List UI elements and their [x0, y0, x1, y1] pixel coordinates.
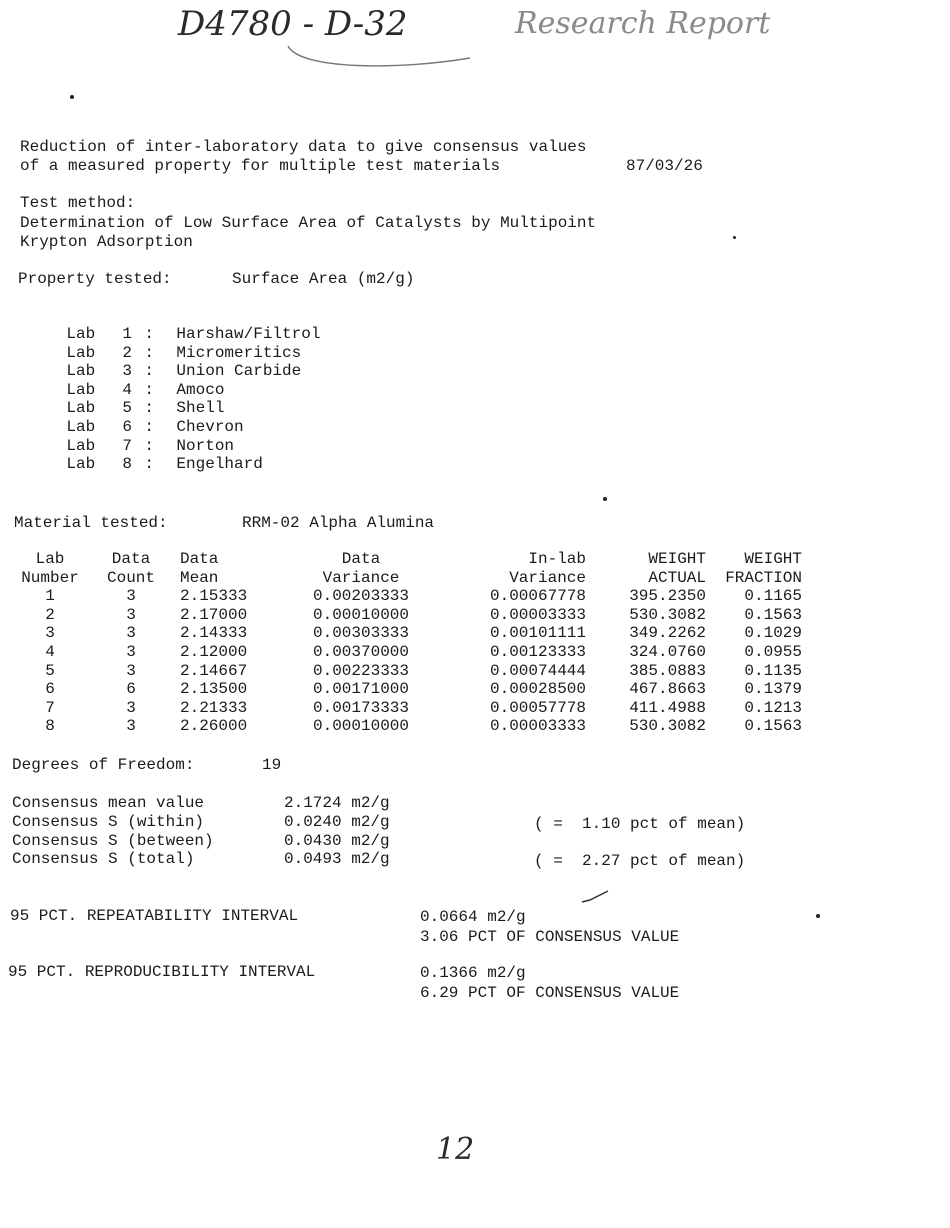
table-cell: 349.2262 — [629, 624, 706, 643]
table-row — [10, 699, 802, 718]
col-header: Lab — [35, 550, 65, 568]
table-cell: 0.00101111 — [489, 624, 586, 643]
col-header: Count — [106, 568, 155, 587]
table-cell: 530.3082 — [629, 605, 706, 624]
table-body — [10, 587, 802, 736]
lab-number: 5 — [122, 399, 133, 417]
table-cell: 2.14667 — [180, 661, 248, 680]
reproducibility-value: 0.1366 m2/g — [420, 964, 526, 982]
table-cell: 2.17000 — [180, 605, 248, 624]
col-header: Variance — [322, 568, 400, 587]
dof-label: Degrees of Freedom: — [12, 756, 195, 774]
table-cell: 0.1029 — [744, 624, 802, 643]
repeatability-label: 95 PCT. REPEATABILITY INTERVAL — [10, 907, 299, 925]
table-cell: 3 — [126, 624, 136, 643]
table-cell: 5 — [45, 661, 55, 680]
lab-list-item: Lab 1 : Harshaw/Filtrol — [66, 325, 321, 343]
table-cell: 324.0760 — [629, 642, 706, 661]
report-title-line1: Reduction of inter-laboratory data to give consensus values — [20, 138, 587, 156]
col-header: Data — [111, 550, 151, 568]
handwritten-note: Research Report — [515, 6, 771, 41]
table-cell: 3 — [126, 717, 136, 736]
table-cell: 0.1379 — [744, 680, 802, 699]
test-method-line2: Krypton Adsorption — [20, 233, 193, 251]
table-cell: 3 — [126, 661, 136, 680]
table-cell: 7 — [45, 698, 55, 717]
lab-list-item: Lab 8 : Engelhard — [66, 455, 263, 473]
handwritten-doc-number: D4780 - D-32 — [178, 4, 408, 44]
lab-list-item: Lab 2 : Micromeritics — [66, 344, 302, 362]
consensus-value: 2.1724 m2/g — [284, 794, 390, 812]
consensus-note: ( = 2.27 pct of mean) — [534, 852, 746, 870]
lab-word: Lab — [66, 381, 96, 399]
table-cell: 0.00173333 — [312, 698, 409, 717]
table-cell: 2.26000 — [180, 717, 248, 736]
lab-name: Amoco — [176, 381, 225, 399]
scan-speck — [733, 236, 736, 239]
col-header: ACTUAL — [648, 568, 706, 587]
table-cell: 2 — [45, 605, 55, 624]
lab-name: Norton — [176, 437, 235, 455]
table-cell: 0.00171000 — [312, 680, 409, 699]
table-cell: 0.00067778 — [489, 587, 586, 606]
consensus-value: 0.0430 m2/g — [284, 832, 390, 850]
table-cell: 6 — [126, 680, 136, 699]
lab-list-item: Lab 7 : Norton — [66, 437, 235, 455]
lab-list-item: Lab 4 : Amoco — [66, 381, 225, 399]
lab-number: 7 — [122, 437, 133, 455]
lab-name: Engelhard — [176, 455, 263, 473]
table-cell: 2.15333 — [180, 587, 248, 606]
table-row — [10, 606, 802, 625]
table-row — [10, 662, 802, 681]
test-method-label: Test method: — [20, 194, 136, 212]
property-value: Surface Area (m2/g) — [232, 270, 415, 288]
reproducibility-pct: 6.29 PCT OF CONSENSUS VALUE — [420, 984, 680, 1002]
lab-number: 2 — [122, 344, 133, 362]
lab-name: Union Carbide — [176, 362, 302, 380]
table-cell: 0.00370000 — [312, 642, 409, 661]
col-header: Variance — [509, 568, 586, 587]
table-cell: 0.00003333 — [489, 717, 586, 736]
table-cell: 0.00303333 — [312, 624, 409, 643]
col-header: Number — [21, 568, 79, 587]
consensus-label: Consensus S (between) — [12, 832, 214, 850]
col-header: FRACTION — [725, 568, 802, 587]
table-cell: 0.00003333 — [489, 605, 586, 624]
table-cell: 467.8663 — [629, 680, 706, 699]
table-cell: 3 — [126, 642, 136, 661]
material-label: Material tested: — [14, 514, 168, 532]
consensus-value: 0.0493 m2/g — [284, 850, 390, 868]
report-date: 87/03/26 — [626, 157, 703, 175]
lab-number: 4 — [122, 381, 133, 399]
table-cell: 0.00074444 — [489, 661, 586, 680]
repeatability-value: 0.0664 m2/g — [420, 908, 526, 926]
lab-word: Lab — [66, 325, 96, 343]
table-cell: 2.21333 — [180, 698, 248, 717]
table-cell: 0.00123333 — [489, 642, 586, 661]
lab-word: Lab — [66, 344, 96, 362]
material-value: RRM-02 Alpha Alumina — [242, 514, 435, 532]
table-cell: 385.0883 — [629, 661, 706, 680]
lab-list-item: Lab 6 : Chevron — [66, 418, 244, 436]
consensus-label: Consensus S (total) — [12, 850, 195, 868]
handwritten-page-number: 12 — [436, 1132, 475, 1167]
col-header: In-lab — [528, 550, 586, 568]
lab-name: Shell — [176, 399, 225, 417]
table-cell: 8 — [45, 717, 55, 736]
col-header: Data — [180, 550, 219, 568]
lab-name: Chevron — [176, 418, 244, 436]
table-cell: 3 — [126, 698, 136, 717]
table-cell: 2.12000 — [180, 642, 248, 661]
test-method-line1: Determination of Low Surface Area of Catalysts by Multipoint — [20, 214, 597, 232]
table-row — [10, 680, 802, 699]
table-row — [10, 643, 802, 662]
table-cell: 0.1563 — [744, 717, 802, 736]
consensus-note: ( = 1.10 pct of mean) — [534, 815, 746, 833]
lab-number: 6 — [122, 418, 133, 436]
table-row — [10, 624, 802, 643]
table-cell: 3 — [126, 605, 136, 624]
table-header-row — [10, 569, 802, 588]
lab-word: Lab — [66, 418, 96, 436]
lab-word: Lab — [66, 437, 96, 455]
table-cell: 3 — [45, 624, 55, 643]
lab-word: Lab — [66, 455, 96, 473]
table-cell: 1 — [45, 587, 55, 606]
table-cell: 0.0955 — [744, 642, 802, 661]
col-header: Data — [341, 550, 381, 568]
reproducibility-label: 95 PCT. REPRODUCIBILITY INTERVAL — [8, 963, 316, 981]
table-cell: 530.3082 — [629, 717, 706, 736]
table-cell: 0.1135 — [744, 661, 802, 680]
report-title-line2: of a measured property for multiple test materials — [20, 157, 501, 175]
table-cell: 0.1165 — [744, 587, 802, 606]
table-cell: 0.00223333 — [312, 661, 409, 680]
lab-data-table — [10, 550, 802, 736]
repeatability-pct: 3.06 PCT OF CONSENSUS VALUE — [420, 928, 680, 946]
lab-number: 8 — [122, 455, 133, 473]
consensus-label: Consensus mean value — [12, 794, 205, 812]
scan-speck — [70, 95, 74, 99]
lab-name: Micromeritics — [176, 344, 302, 362]
col-header: Mean — [180, 568, 219, 587]
table-cell: 0.00057778 — [489, 698, 586, 717]
consensus-label: Consensus S (within) — [12, 813, 205, 831]
table-cell: 2.14333 — [180, 624, 248, 643]
table-cell: 0.00010000 — [312, 717, 409, 736]
table-cell: 2.13500 — [180, 680, 248, 699]
table-row — [10, 587, 802, 606]
col-header: WEIGHT — [648, 550, 706, 568]
table-row — [10, 717, 802, 736]
table-cell: 0.00010000 — [312, 605, 409, 624]
consensus-value: 0.0240 m2/g — [284, 813, 390, 831]
table-cell: 395.2350 — [629, 587, 706, 606]
table-cell: 0.1563 — [744, 605, 802, 624]
dof-value: 19 — [262, 756, 282, 774]
lab-list-item: Lab 3 : Union Carbide — [66, 362, 302, 380]
lab-word: Lab — [66, 399, 96, 417]
table-header-row — [10, 550, 802, 569]
table-cell: 4 — [45, 642, 55, 661]
lab-number: 1 — [122, 325, 133, 343]
scan-speck — [816, 914, 820, 918]
lab-list-item: Lab 5 : Shell — [66, 399, 225, 417]
table-cell: 6 — [45, 680, 55, 699]
lab-name: Harshaw/Filtrol — [176, 325, 321, 343]
table-cell: 0.1213 — [744, 698, 802, 717]
table-cell: 0.00203333 — [312, 587, 409, 606]
hand-underline-stroke — [280, 40, 480, 80]
table-cell: 3 — [126, 587, 136, 606]
table-cell: 0.00028500 — [489, 680, 586, 699]
check-mark-icon — [580, 888, 610, 908]
table-cell: 411.4988 — [629, 698, 706, 717]
lab-word: Lab — [66, 362, 96, 380]
scan-speck — [603, 497, 607, 501]
lab-number: 3 — [122, 362, 133, 380]
col-header: WEIGHT — [744, 550, 802, 568]
property-label: Property tested: — [18, 270, 172, 288]
